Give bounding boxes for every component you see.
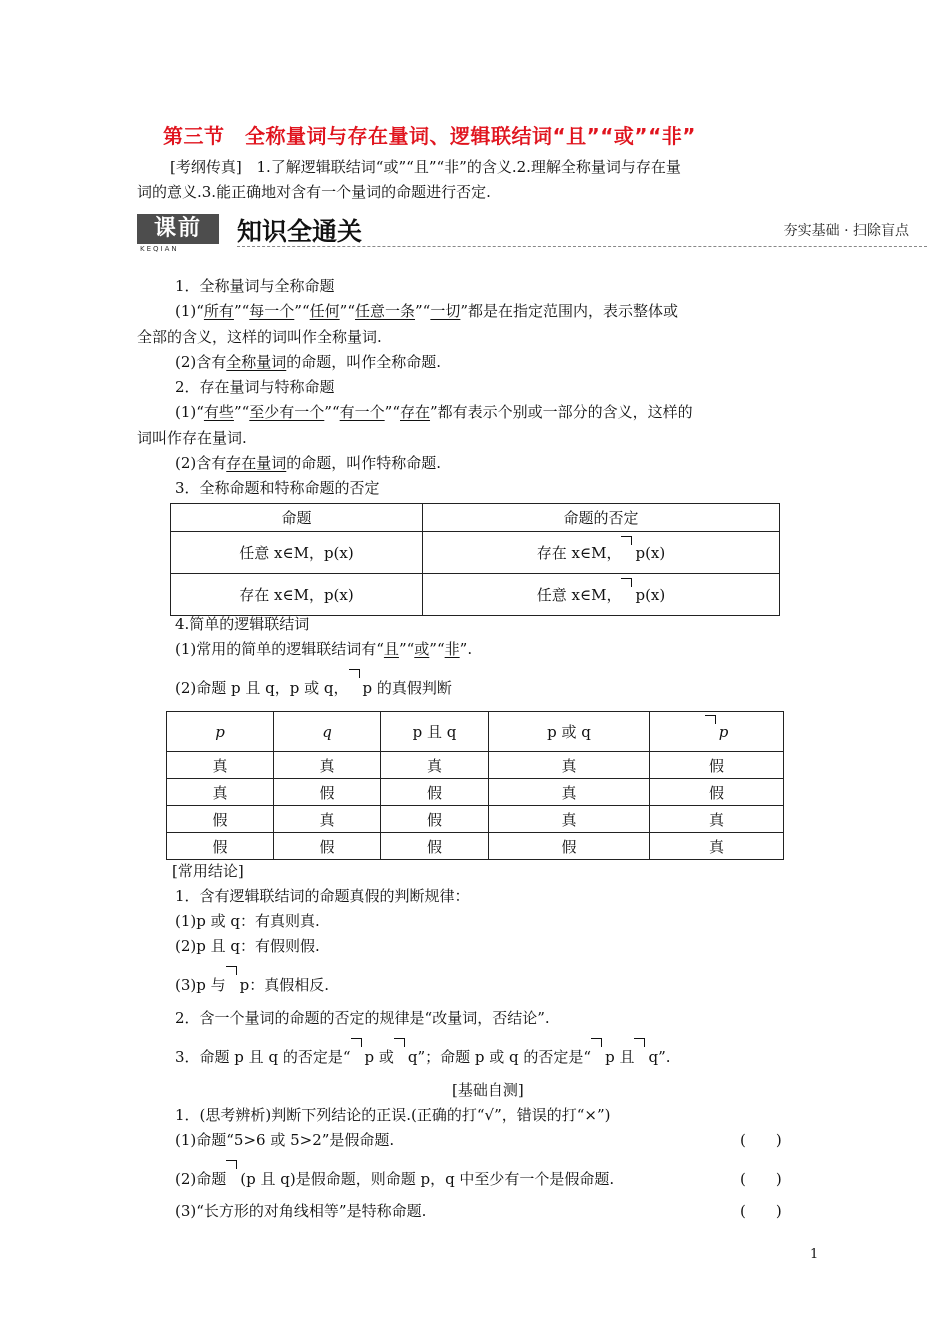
s1-word-4: 任意一条: [355, 302, 416, 320]
answer-paren[interactable]: ( ): [740, 1131, 782, 1149]
outline-line-2: 词的意义.3.能正确地对含有一个量词的命题进行否定.: [137, 183, 491, 201]
s3-heading: 3．全称命题和特称命题的否定: [175, 479, 380, 497]
s4-p2-a: (2)命题 p 且 q，p 或 q，: [175, 679, 349, 697]
table-row: [171, 504, 780, 532]
negation-symbol: [621, 544, 665, 562]
conclusion-1c: [175, 974, 329, 996]
outline-label: [考纲传真]: [170, 158, 242, 176]
s1-p1-suffix: ”都是在指定范围内，表示整体或: [460, 302, 679, 320]
s1-p2-prefix: (2)含有: [175, 353, 227, 371]
table-header: 命题: [171, 504, 423, 532]
table-header: [650, 712, 784, 752]
table-cell: 真: [489, 806, 650, 833]
s2-word-2: 至少有一个: [249, 403, 325, 421]
negation-symbol: [226, 974, 329, 996]
s2-p1: (1)“有些”“至少有一个”“有一个”“存在”都有表示个别或一部分的含义，这样的: [175, 403, 693, 421]
conclusion-3-c: q”；命题 p 或 q 的否定是“: [407, 1048, 592, 1066]
s4-heading: 4.简单的逻辑联结词: [175, 615, 310, 633]
s2-heading: 2．存在量词与特称命题: [175, 378, 335, 396]
selftest-item-2-b: (p 且 q)是假命题，则命题 p，q 中至少有一个是假命题.: [240, 1170, 615, 1188]
conclusion-1c-a: (3)p 与: [175, 976, 226, 994]
banner-slogan: 夯实基础 · 扫除盲点: [783, 223, 909, 239]
table-header: 命题的否定: [423, 504, 780, 532]
banner-box: 课前: [137, 214, 219, 244]
banner-rule: [237, 246, 927, 247]
table-cell: [423, 574, 780, 616]
s4-p2: [175, 677, 452, 699]
table-cell: 假: [167, 833, 274, 860]
negation-symbol: [394, 1046, 591, 1068]
s4-word-2: 或: [414, 640, 430, 658]
table-cell: 假: [274, 779, 381, 806]
table-cell: 真: [650, 806, 784, 833]
table-cell: 真: [650, 833, 784, 860]
table-cell: 真: [167, 779, 274, 806]
table-cell: 存在 x∈M，p(x): [171, 574, 423, 616]
cell-text: 任意 x∈M，: [536, 586, 622, 604]
negation-symbol: [591, 1046, 634, 1068]
negation-table: [170, 503, 780, 616]
s2-p2-prefix: (2)含有: [175, 454, 227, 472]
selftest-label: [基础自测]: [452, 1081, 524, 1099]
table-cell: 真: [381, 752, 489, 779]
cell-text: p(x): [635, 544, 666, 562]
section-title: 第三节 全称量词与存在量词、逻辑联结词“且”“或”“非”: [163, 124, 696, 148]
s1-p2-term: 全称量词: [226, 353, 287, 371]
s1-p1-line2: 全部的含义，这样的词叫作全称量词.: [137, 328, 382, 346]
answer-paren[interactable]: ( ): [740, 1170, 782, 1188]
s4-p1: (1)常用的简单的逻辑联结词有“且”“或”“非”.: [175, 640, 473, 658]
table-cell: 任意 x∈M，p(x): [171, 532, 423, 574]
table-row: [167, 806, 784, 833]
table-cell: 假: [381, 779, 489, 806]
s1-p1: (1)“所有”“每一个”“任何”“任意一条”“一切”都是在指定范围内，表示整体或: [175, 302, 679, 320]
table-row: [167, 779, 784, 806]
selftest-item-2-a: (2)命题: [175, 1170, 227, 1188]
s2-p1-line2: 词叫作存在量词.: [137, 429, 247, 447]
conclusion-1a: (1)p 或 q：有真则真.: [175, 912, 320, 930]
conclusion-3-b: p 或: [364, 1048, 394, 1066]
s1-word-1: 所有: [203, 302, 234, 320]
s2-p2: [175, 452, 441, 474]
negation-symbol: [705, 723, 729, 741]
conclusion-1b: (2)p 且 q：有假则假.: [175, 937, 320, 955]
s2-word-3: 有一个: [339, 403, 385, 421]
s4-p2-b: p 的真假判断: [362, 679, 452, 697]
conclusions-label: [常用结论]: [172, 862, 244, 880]
s4-p1-suffix: ”.: [459, 640, 473, 658]
table-cell: 真: [489, 752, 650, 779]
table-cell: 假: [274, 833, 381, 860]
outline-text-1: 1.了解逻辑联结词“或”“且”“非”的含义.2.理解全称量词与存在量: [256, 158, 681, 176]
answer-paren[interactable]: ( ): [740, 1202, 782, 1220]
s2-p1-prefix: (1)“: [175, 403, 204, 421]
table-cell: 假: [381, 806, 489, 833]
table-row: [167, 833, 784, 860]
s2-word-4: 存在: [400, 403, 431, 421]
negation-symbol: [226, 1168, 614, 1190]
table-header: p 且 q: [381, 712, 489, 752]
s1-p2-suffix: 的命题，叫作全称命题.: [286, 353, 442, 371]
cell-text: 存在 x∈M，: [536, 544, 622, 562]
selftest-item-3: (3)“长方形的对角线相等”是特称命题.: [175, 1202, 427, 1220]
page-number: 1: [810, 1247, 819, 1262]
table-cell: 真: [167, 752, 274, 779]
s1-p2: [175, 351, 441, 373]
s2-p1-suffix: ”都有表示个别或一部分的含义，这样的: [430, 403, 693, 421]
conclusion-3-d: p 且: [605, 1048, 635, 1066]
s4-word-3: 非: [444, 640, 460, 658]
table-cell: 真: [489, 779, 650, 806]
table-row: [167, 752, 784, 779]
table-cell: 假: [489, 833, 650, 860]
s4-p1-prefix: (1)常用的简单的逻辑联结词有“: [175, 640, 384, 658]
table-cell: [423, 532, 780, 574]
table-row: [167, 712, 784, 752]
table-header: p 或 q: [489, 712, 650, 752]
s1-word-3: 任何: [309, 302, 340, 320]
s1-word-2: 每一个: [249, 302, 295, 320]
conclusion-3-a: 3．命题 p 且 q 的否定是“: [175, 1048, 351, 1066]
s4-word-1: 且: [383, 640, 399, 658]
truth-table: [166, 711, 784, 860]
conclusion-1: 1．含有逻辑联结词的命题真假的判断规律：: [175, 887, 470, 905]
table-row: [171, 532, 780, 574]
negation-symbol: [349, 677, 452, 699]
conclusion-1c-b: p：真假相反.: [239, 976, 329, 994]
negation-symbol: [621, 586, 665, 604]
table-cell: 真: [274, 806, 381, 833]
section-banner: [137, 212, 927, 256]
selftest-question: 1．(思考辨析)判断下列结论的正误.(正确的打“√”，错误的打“×”): [175, 1106, 611, 1124]
conclusion-2: 2．含一个量词的命题的否定的规律是“改量词，否结论”.: [175, 1009, 550, 1027]
s1-heading: 1．全称量词与全称命题: [175, 277, 335, 295]
table-cell: 真: [274, 752, 381, 779]
conclusion-3-e: q”.: [648, 1048, 671, 1066]
selftest-item-1: (1)命题“5>6 或 5>2”是假命题.: [175, 1131, 395, 1149]
s1-word-5: 一切: [430, 302, 461, 320]
negation-symbol: [634, 1046, 670, 1068]
banner-pinyin: KEQIAN: [140, 245, 179, 253]
table-cell: 假: [650, 752, 784, 779]
table-cell: 假: [650, 779, 784, 806]
s2-p2-term: 存在量词: [226, 454, 287, 472]
s1-p1-prefix: (1)“: [175, 302, 204, 320]
table-row: [171, 574, 780, 616]
s2-word-1: 有些: [203, 403, 234, 421]
table-header: p: [167, 712, 274, 752]
selftest-item-2: [175, 1168, 614, 1190]
table-cell: 假: [167, 806, 274, 833]
conclusion-3: [175, 1046, 671, 1068]
negation-symbol: [351, 1046, 394, 1068]
table-cell: 假: [381, 833, 489, 860]
s2-p2-suffix: 的命题，叫作特称命题.: [286, 454, 442, 472]
table-header: q: [274, 712, 381, 752]
outline-line-1: [170, 156, 681, 178]
cell-text: p(x): [635, 586, 666, 604]
cell-text: p: [718, 722, 729, 741]
banner-heading: 知识全通关: [237, 217, 363, 246]
